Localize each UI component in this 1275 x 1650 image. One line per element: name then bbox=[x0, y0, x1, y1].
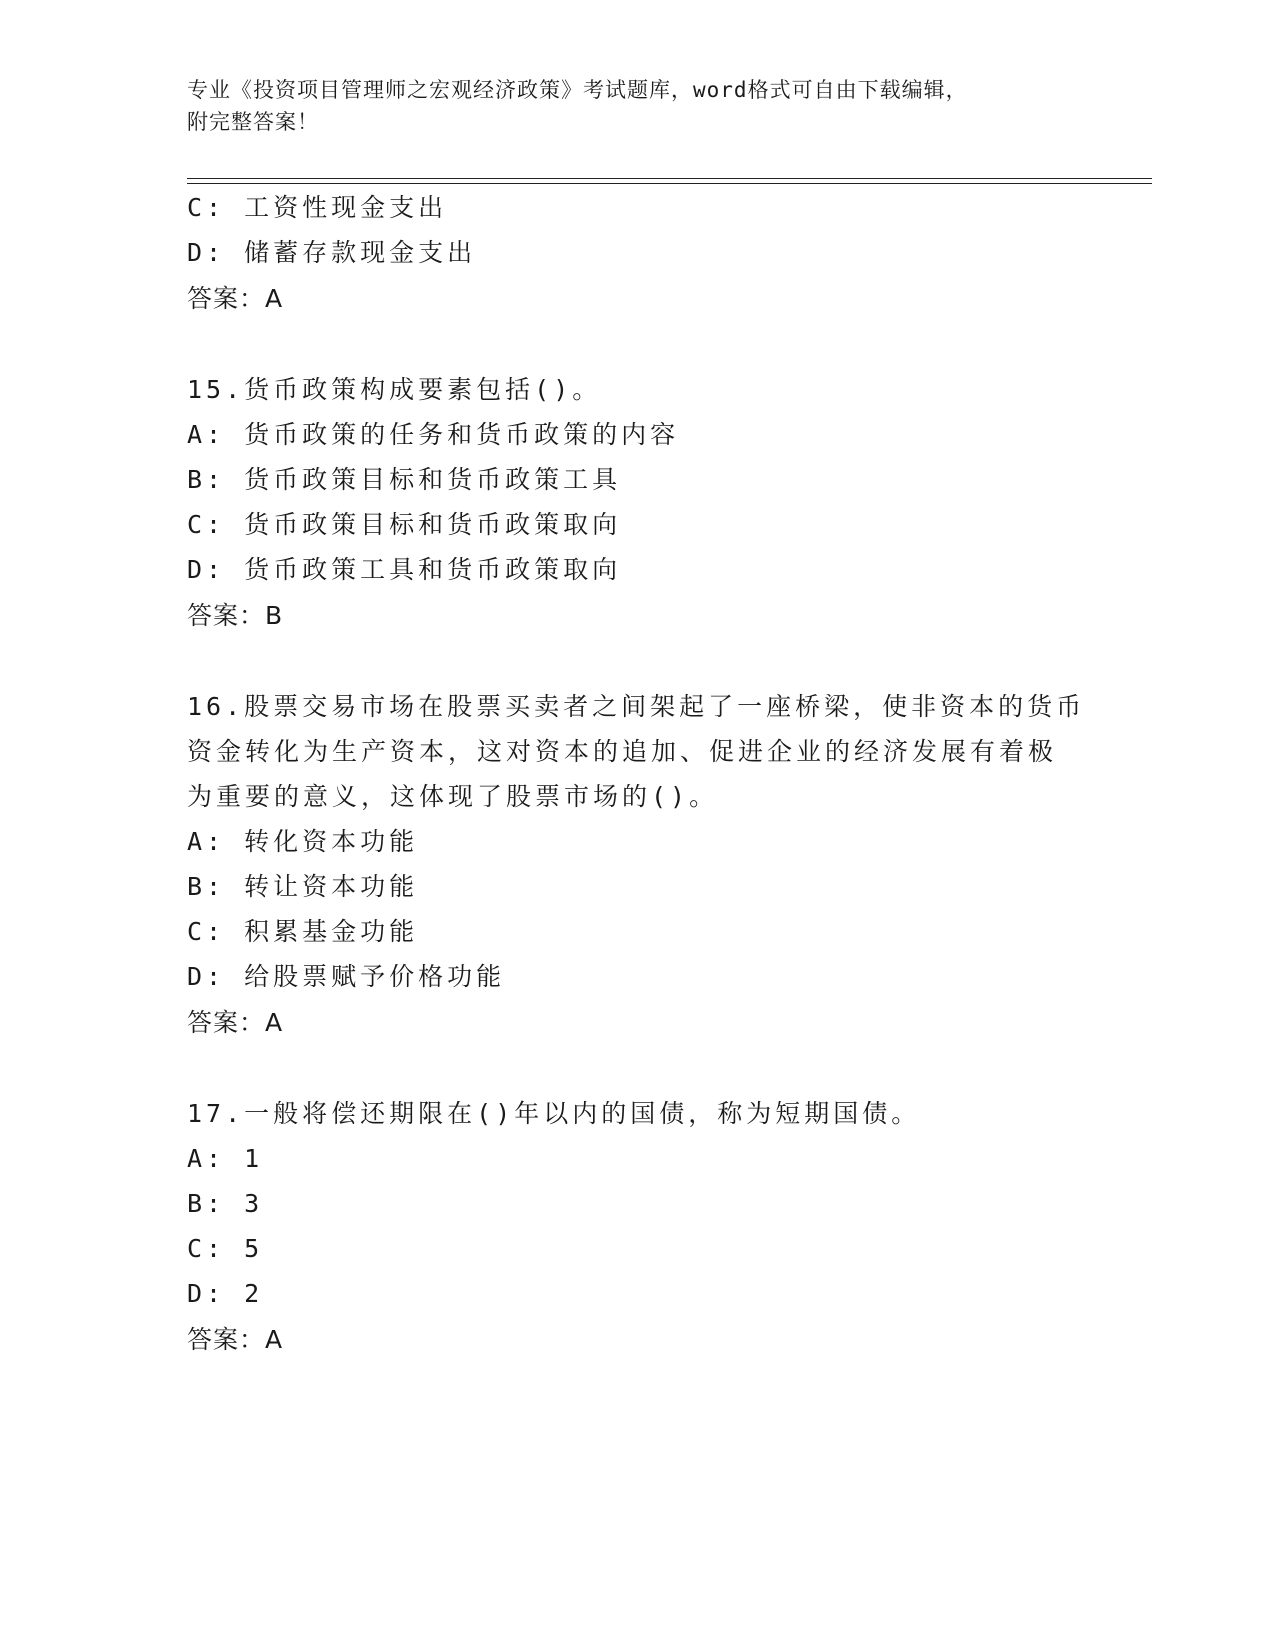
header-line-1: 专业《投资项目管理师之宏观经济政策》考试题库，word格式可自由下载编辑， bbox=[187, 78, 968, 102]
option-a: A: 转化资本功能 bbox=[187, 827, 419, 856]
answer-line: 答案：A bbox=[187, 1325, 284, 1354]
option-d: D: 储蓄存款现金支出 bbox=[187, 238, 477, 267]
option-b: B: 3 bbox=[187, 1189, 264, 1218]
answer-line: 答案：B bbox=[187, 601, 284, 630]
option-d: D: 货币政策工具和货币政策取向 bbox=[187, 555, 622, 584]
option-a: A: 1 bbox=[187, 1144, 264, 1173]
option-c: C: 积累基金功能 bbox=[187, 917, 419, 946]
option-c: C: 货币政策目标和货币政策取向 bbox=[187, 510, 622, 539]
option-c: C: 工资性现金支出 bbox=[187, 193, 448, 222]
document-header bbox=[187, 74, 1087, 138]
option-b: B: 转让资本功能 bbox=[187, 872, 419, 901]
header-divider-bottom bbox=[187, 183, 1152, 184]
question-stem: 为重要的意义，这体现了股票市场的()。 bbox=[187, 782, 719, 811]
option-c: C: 5 bbox=[187, 1234, 264, 1263]
question-stem: 17.一般将偿还期限在()年以内的国债，称为短期国债。 bbox=[187, 1099, 921, 1128]
question-stem: 15.货币政策构成要素包括()。 bbox=[187, 375, 602, 404]
header-divider-top bbox=[187, 178, 1152, 179]
option-b: B: 货币政策目标和货币政策工具 bbox=[187, 465, 622, 494]
question-stem: 16.股票交易市场在股票买卖者之间架起了一座桥梁，使非资本的货币 bbox=[187, 692, 1086, 721]
option-a: A: 货币政策的任务和货币政策的内容 bbox=[187, 420, 680, 449]
answer-line: 答案：A bbox=[187, 1008, 284, 1037]
answer-line: 答案：A bbox=[187, 284, 284, 313]
header-line-2: 附完整答案！ bbox=[187, 110, 319, 134]
option-d: D: 2 bbox=[187, 1279, 264, 1308]
question-stem: 资金转化为生产资本，这对资本的追加、促进企业的经济发展有着极 bbox=[187, 737, 1058, 766]
option-d: D: 给股票赋予价格功能 bbox=[187, 962, 506, 991]
